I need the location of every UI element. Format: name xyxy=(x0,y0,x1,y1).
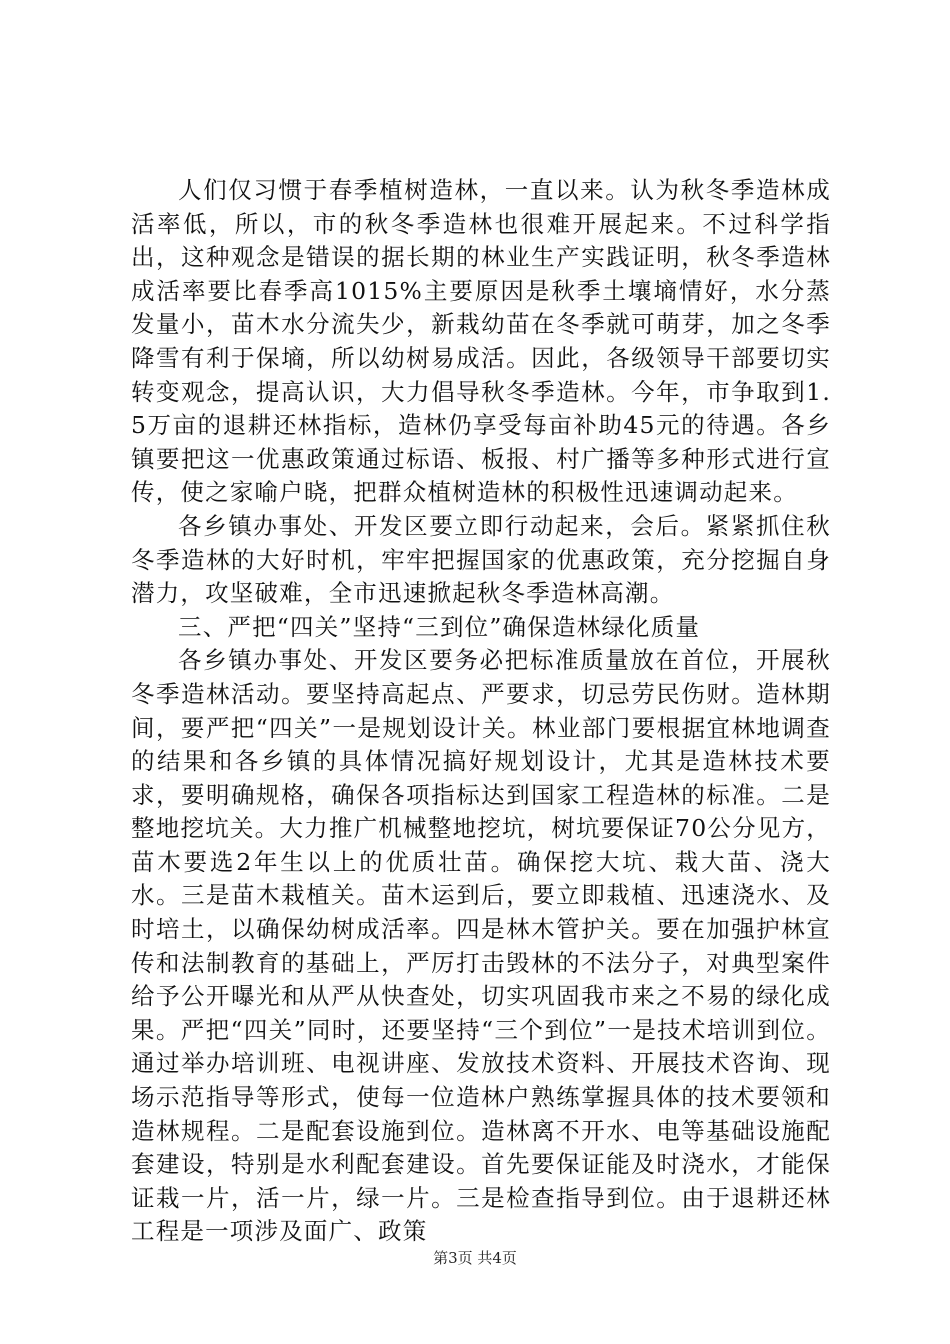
section-heading: 三、严把“四关”坚持“三到位”确保造林绿化质量 xyxy=(178,612,701,641)
paragraph-3: 各乡镇办事处、开发区要务必把标准质量放在首位，开展秋冬季造林活动。要坚持高起点、严要求，切忌劳民伤财。造林期间，要严把“四关”一是规划设计关。林业部门要根据宜林地调查的结果和各乡镇的具体情况搞好规划设计，尤其是造林技术要求，要明确规格，确保各项指标达到国家工程造林的标准。二是整地挖坑关。大力推广机械整地挖坑，树坑要保证70公分见方，苗木要选2年生以上的优质壮苗。确保挖大坑、栽大苗、浇大水。三是苗木栽植关。苗木运到后，要立即栽植、迅速浇水、及时培土，以确保幼树成活率。四是林木管护关。要在加强护林宣传和法制教育的基础上，严厉打击毁林的不法分子，对典型案件给予公开曝光和从严从快查处，切实巩固我市来之不易的绿化成果。严把“四关”同时，还要坚持“三个到位”一是技术培训到位。通过举办培训班、电视讲座、发放技术资料、开展技术咨询、现场示范指导等形式，使每一位造林户熟练掌握具体的技术要领和造林规程。二是配套设施到位。造林离不开水、电等基础设施配套建设，特别是水利配套建设。首先要保证能及时浇水，才能保证栽一片，活一片，绿一片。三是检查指导到位。由于退耕还林工程是一项涉及面广、政策 xyxy=(131,646,831,1246)
paragraph-2: 各乡镇办事处、开发区要立即行动起来，会后。紧紧抓住秋冬季造林的大好时机，牢牢把握国家的优惠政策，充分挖掘自身潜力，攻坚破难，全市迅速掀起秋冬季造林高潮。 xyxy=(131,511,831,608)
page-footer: 第3页 共4页 xyxy=(433,1249,517,1267)
paragraph-1: 人们仅习惯于春季植树造林，一直以来。认为秋冬季造林成活率低，所以，市的秋冬季造林也很难开展起来。不过科学指出，这种观念是错误的据长期的林业生产实践证明，秋冬季造林成活率要比春季高1015%主要原因是秋季土壤墒情好，水分蒸发量小，苗木水分流失少，新栽幼苗在冬季就可萌芽，加之冬季降雪有利于保墒，所以幼树易成活。因此，各级领导干部要切实转变观念，提高认识，大力倡导秋冬季造林。今年，市争取到1.5万亩的退耕还林指标，造林仍享受每亩补助45元的待遇。各乡镇要把这一优惠政策通过标语、板报、村广播等多种形式进行宣传，使之家喻户晓，把群众植树造林的积极性迅速调动起来。 xyxy=(131,176,831,507)
document-body xyxy=(131,174,831,1249)
